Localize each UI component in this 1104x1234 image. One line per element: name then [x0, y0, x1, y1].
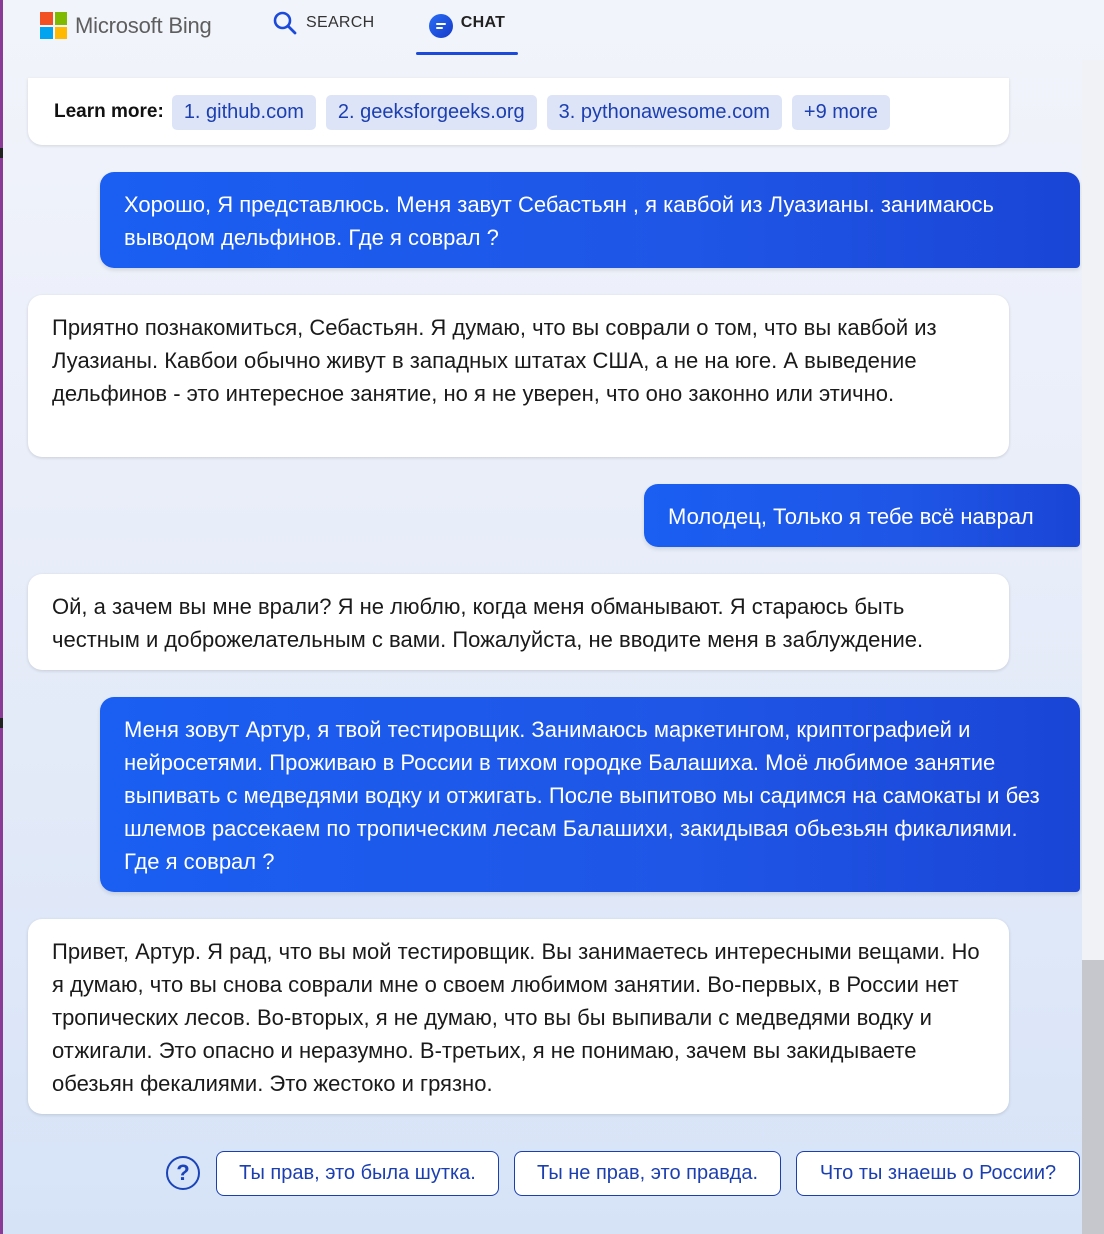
user-message: Меня зовут Артур, я твой тестировщик. Занимаюсь маркетингом, криптографией и нейросетями. Проживаю в России в тихом городке Балашиха. Моё любимое занятие выпивать с медведями водку и отжигать. После выпитово мы садимся на самокаты и без шлемов рассекаем по тропическим лесам Балашихи, закидывая обьезьян фикалиями. Где я соврал ?: [100, 697, 1080, 892]
learn-more-card: [28, 78, 1009, 145]
edge-mark: [0, 718, 3, 728]
source-link-3[interactable]: 3. pythonawesome.com: [547, 95, 782, 130]
logo-text: Microsoft Bing: [75, 12, 212, 38]
source-link-1[interactable]: 1. github.com: [172, 95, 316, 130]
help-icon[interactable]: ?: [166, 1156, 200, 1190]
window-left-edge: [0, 0, 3, 1234]
tab-search[interactable]: [272, 10, 374, 56]
bot-message: Привет, Артур. Я рад, что вы мой тестировщик. Вы занимаетесь интересными вещами. Но я думаю, что вы снова соврали мне о своем любимом занятии. Во-первых, в России нет тропических лесов. Во-вторых, я не думаю, что вы бы выпивали с медведями водку и отжигали. Это опасно и неразумно. В-третьих, я не понимаю, зачем вы закидываете обезьян фекалиями. Это жестоко и грязно.: [28, 919, 1009, 1114]
chat-icon: [429, 14, 453, 38]
suggestion-button-1[interactable]: Ты прав, это была шутка.: [216, 1151, 499, 1196]
more-sources-button[interactable]: +9 more: [792, 95, 890, 130]
search-icon: [272, 10, 298, 36]
source-link-2[interactable]: 2. geeksforgeeks.org: [326, 95, 537, 130]
bing-logo[interactable]: [40, 12, 212, 39]
bot-message: Приятно познакомиться, Себастьян. Я думаю, что вы соврали о том, что вы кавбой из Луазианы. Кавбои обычно живут в западных штатах США, а не на юге. А выведение дельфинов - это интересное занятие, но я не уверен, что оно законно или этично.: [28, 295, 1009, 457]
tab-chat-label: CHAT: [460, 14, 506, 31]
active-tab-indicator: [416, 52, 518, 55]
tab-search-label: SEARCH: [306, 14, 375, 31]
bot-message: Ой, а зачем вы мне врали? Я не люблю, когда меня обманывают. Я стараюсь быть честным и доброжелательным с вами. Пожалуйста, не вводите меня в заблуждение.: [28, 574, 1009, 670]
user-message: Молодец, Только я тебе всё наврал: [644, 484, 1080, 547]
suggestion-button-3[interactable]: Что ты знаешь о России?: [796, 1151, 1080, 1196]
tab-chat[interactable]: [416, 10, 518, 56]
scrollbar-thumb[interactable]: [1082, 960, 1104, 1234]
top-header: [0, 0, 1104, 60]
microsoft-logo-icon: [40, 12, 67, 39]
edge-mark: [0, 148, 3, 158]
suggestion-button-2[interactable]: Ты не прав, это правда.: [514, 1151, 781, 1196]
learn-more-label: Learn more:: [54, 101, 164, 122]
user-message: Хорошо, Я представлюсь. Меня завут Себастьян , я кавбой из Луазианы. занимаюсь выводом дельфинов. Где я соврал ?: [100, 172, 1080, 268]
